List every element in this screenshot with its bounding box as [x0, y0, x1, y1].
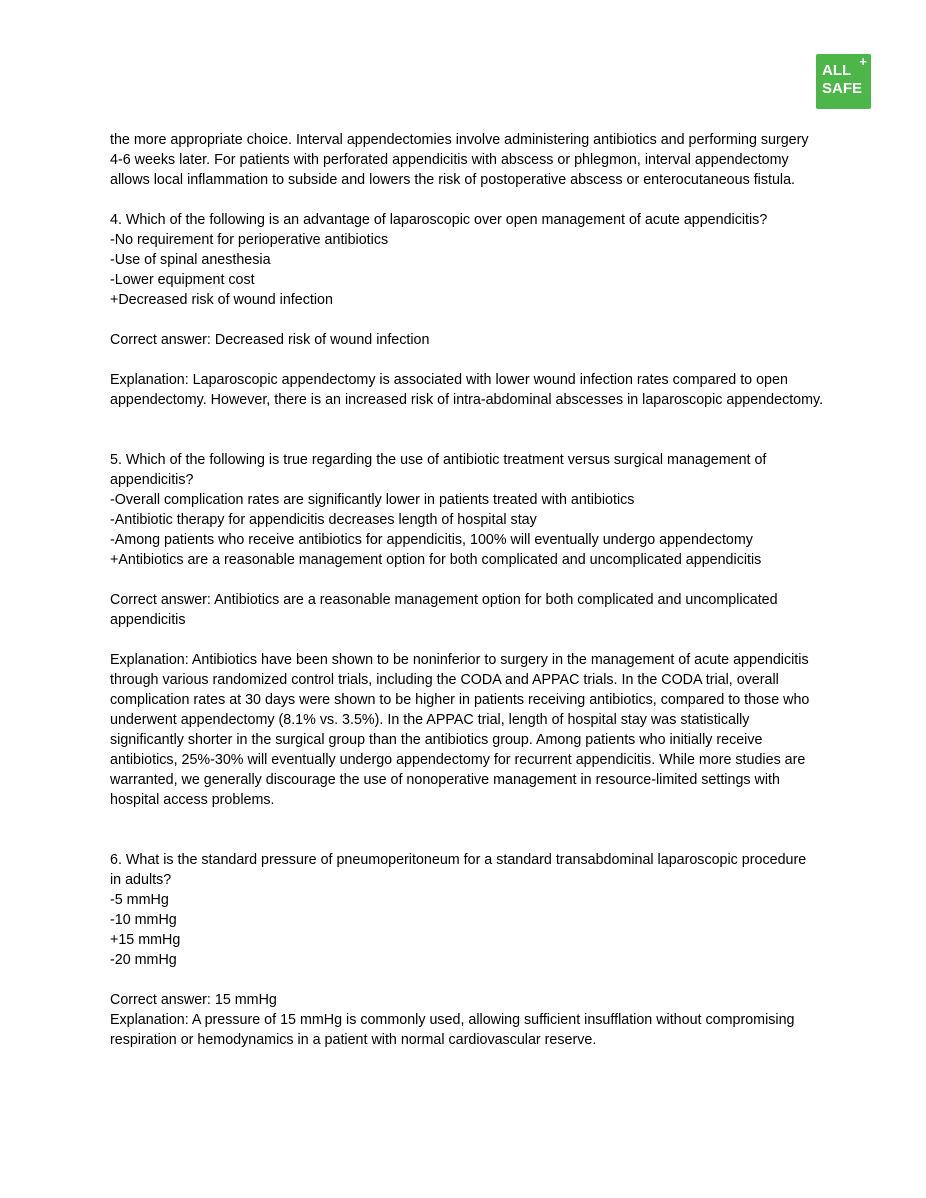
correct-answer: Correct answer: 15 mmHg [110, 992, 277, 1008]
answer-option: -Among patients who receive antibiotics for appendicitis, 100% will eventually undergo appendectomy [110, 532, 753, 548]
answer-option: -20 mmHg [110, 952, 177, 968]
logo-text-line2: SAFE [822, 80, 863, 97]
text-line: the more appropriate choice. Interval appendectomies involve administering antibiotics and performing surgery [110, 132, 809, 148]
text-line: allows local inflammation to subside and lowers the risk of postoperative abscess or enterocutaneous fistula. [110, 172, 796, 188]
logo-plus-icon: + [859, 54, 867, 69]
question-text: 6. What is the standard pressure of pneumoperitoneum for a standard transabdominal laparoscopic procedure [110, 852, 807, 868]
answer-option: -Antibiotic therapy for appendicitis decreases length of hospital stay [110, 512, 537, 528]
explanation-line: appendectomy. However, there is an increased risk of intra-abdominal abscesses in laparoscopic appendectomy. [110, 392, 824, 408]
question-6 [110, 850, 890, 1050]
explanation-line: respiration or hemodynamics in a patient with normal cardiovascular reserve. [110, 1032, 597, 1048]
correct-answer: Correct answer: Decreased risk of wound infection [110, 332, 430, 348]
answer-option: -Use of spinal anesthesia [110, 252, 271, 268]
explanation-line: Explanation: Laparoscopic appendectomy is associated with lower wound infection rates compared to open [110, 372, 788, 388]
answer-option: +15 mmHg [110, 932, 181, 948]
question-text: appendicitis? [110, 472, 194, 488]
explanation-line: underwent appendectomy (8.1% vs. 3.5%). In the APPAC trial, length of hospital stay was statistically [110, 712, 750, 728]
explanation-line: Explanation: Antibiotics have been shown to be noninferior to surgery in the management of acute appendicitis [110, 652, 809, 668]
correct-answer: appendicitis [110, 612, 186, 628]
intro-paragraph [110, 130, 890, 190]
answer-option: +Decreased risk of wound infection [110, 292, 333, 308]
answer-option: -10 mmHg [110, 912, 177, 928]
question-text: 4. Which of the following is an advantage of laparoscopic over open management of acute appendicitis? [110, 212, 768, 228]
answer-option: -Lower equipment cost [110, 272, 255, 288]
explanation-line: warranted, we generally discourage the use of nonoperative management in resource-limited settings with [110, 772, 780, 788]
explanation-line: Explanation: A pressure of 15 mmHg is commonly used, allowing sufficient insufflation without compromising [110, 1012, 795, 1028]
explanation-line: complication rates at 30 days were shown to be higher in patients receiving antibiotics, compared to those who [110, 692, 810, 708]
logo-text-line1: ALL [822, 62, 852, 79]
answer-option: +Antibiotics are a reasonable management option for both complicated and uncomplicated appendicitis [110, 552, 762, 568]
question-5 [110, 450, 890, 810]
question-4 [110, 210, 890, 410]
explanation-line: antibiotics, 25%-30% will eventually undergo appendectomy for recurrent appendicitis. While more studies are [110, 752, 806, 768]
allsafe-logo [816, 54, 871, 109]
correct-answer: Correct answer: Antibiotics are a reasonable management option for both complicated and uncomplicated [110, 592, 778, 608]
text-line: 4-6 weeks later. For patients with perforated appendicitis with abscess or phlegmon, interval appendectomy [110, 152, 789, 168]
explanation-line: hospital access problems. [110, 792, 275, 808]
question-text: 5. Which of the following is true regarding the use of antibiotic treatment versus surgical management of [110, 452, 767, 468]
answer-option: -Overall complication rates are significantly lower in patients treated with antibiotics [110, 492, 635, 508]
answer-option: -5 mmHg [110, 892, 169, 908]
question-text: in adults? [110, 872, 172, 888]
explanation-line: through various randomized control trials, including the CODA and APPAC trials. In the CODA trial, overall [110, 672, 779, 688]
document-body [110, 130, 890, 1050]
answer-option: -No requirement for perioperative antibiotics [110, 232, 389, 248]
explanation-line: significantly shorter in the surgical group than the antibiotics group. Among patients who initially receive [110, 732, 763, 748]
